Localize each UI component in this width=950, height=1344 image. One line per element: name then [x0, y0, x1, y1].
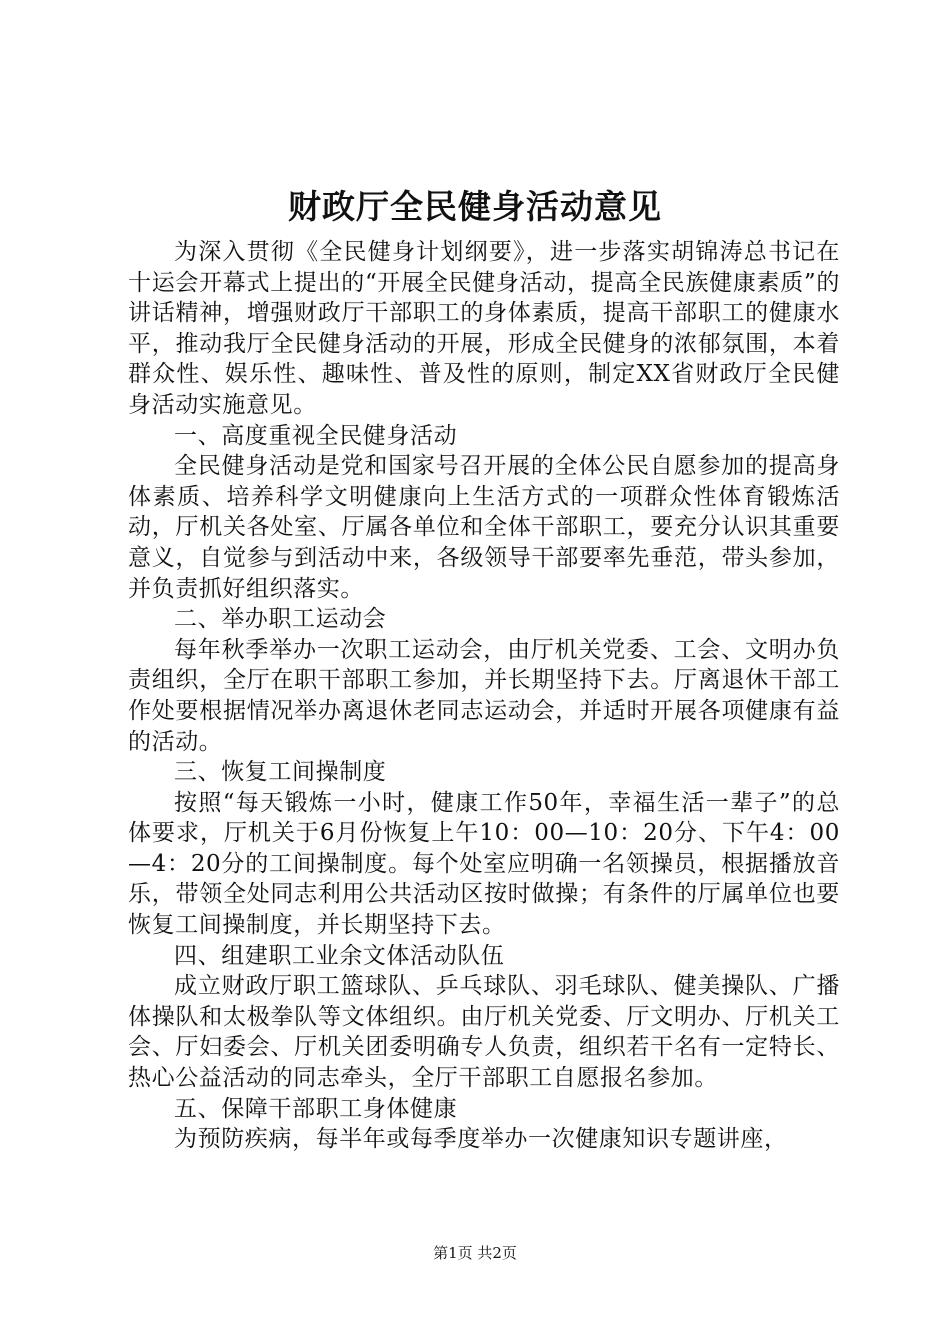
page-footer: 第1页 共2页: [433, 1244, 517, 1262]
paragraph-intro: 为深入贯彻《全民健身计划纲要》，进一步落实胡锦涛总书记在十运会开幕式上提出的“开展全民健身活动，提高全民族健康素质”的讲话精神，增强财政厅干部职工的身体素质，提高干部职工的健康水平，推动我厅全民健身活动的开展，形成全民健身的浓郁氛围，本着群众性、娱乐性、趣味性、普及性的原则，制定XX省财政厅全民健身活动实施意见。: [128, 239, 840, 418]
paragraph-section-2: 每年秋季举办一次职工运动会，由厅机关党委、工会、文明办负责组织，全厅在职干部职工参加，并长期坚持下去。厅离退休干部工作处要根据情况举办离退休老同志运动会，并适时开展各项健康有益的活动。: [128, 636, 840, 755]
paragraph-section-3: 按照“每天锻炼一小时，健康工作50年，幸福生活一辈子”的总体要求，厅机关于6月份恢复上午10：00—10：20分、下午4：00—4：20分的工间操制度。每个处室应明确一名领操员，根据播放音乐，带领全处同志利用公共活动区按时做操；有条件的厅属单位也要恢复工间操制度，并长期坚持下去。: [128, 789, 840, 939]
document-body: [128, 237, 840, 1155]
document-title: 财政厅全民健身活动意见: [288, 187, 662, 226]
paragraph-section-1: 全民健身活动是党和国家号召开展的全体公民自愿参加的提高身体素质、培养科学文明健康向上生活方式的一项群众性体育锻炼活动，厅机关各处室、厅属各单位和全体干部职工，要充分认识其重要意义，自觉参与到活动中来，各级领导干部要率先垂范，带头参加，并负责抓好组织落实。: [128, 453, 840, 602]
section-heading-4: 四、组建职工业余文体活动队伍: [174, 942, 505, 969]
section-heading-2: 二、举办职工运动会: [174, 606, 387, 633]
paragraph-section-5: 为预防疾病，每半年或每季度举办一次健康知识专题讲座，: [174, 1126, 788, 1153]
section-heading-5: 五、保障干部职工身体健康: [174, 1095, 458, 1122]
section-heading-1: 一、高度重视全民健身活动: [174, 422, 458, 449]
section-heading-3: 三、恢复工间操制度: [174, 759, 387, 786]
paragraph-section-4: 成立财政厅职工篮球队、乒乓球队、羽毛球队、健美操队、广播体操队和太极拳队等文体组织。由厅机关党委、厅文明办、厅机关工会、厅妇委会、厅机关团委明确专人负责，组织若干名有一定特长、热心公益活动的同志牵头，全厅干部职工自愿报名参加。: [128, 973, 840, 1092]
